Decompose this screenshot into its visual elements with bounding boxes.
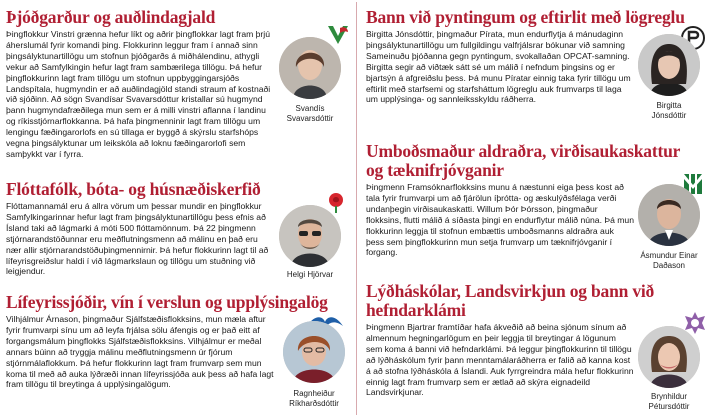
section-body: Vilhjálmur Árnason, þingmaður Sjálfstæðisflokksins, mun mæla aftur fyrir frumvarpi sínu um að leyfa frjálsa sölu áfengis og er það eitt af forgangsmálum þingflokks Sjálfstæðisflokksins. Vilhjálmur er meðal annars búinn að tryggja málinu meðflutningsmenn úr fjórum stjórnmálaflokkum. Þá hefur flokkurinn lagt fram frumvarp sem mun koma til með að auka lýðræði innan lífeyrissjóða auk þess að hafa lagt fram tillögu til breytinga á upplýsingalögum.: [6, 314, 274, 390]
caption-svandis: Svandís Svavarsdóttir: [286, 104, 334, 123]
portrait-asmundur: [638, 184, 700, 246]
section-title: Umboðsmaður aldraðra, virðisaukaskattur og tæknifrjóvganir: [366, 141, 680, 180]
column-divider: [356, 2, 357, 415]
portrait-helgi: [279, 205, 341, 267]
section-title: Bann við pyntingum og eftirlit með lögreglu: [366, 7, 685, 27]
section-title: Þjóðgarður og auðlindagjald: [6, 7, 216, 27]
section-body: Flóttamannamál eru á allra vörum um þessar mundir en þingflokkur Samfylkingarinnar hefur lagt fram þingsályktunartillögu þess efnis að Ísland taki að lágmarki á móti 500 flóttamönnum. Þá 22 þingmenn stjórnarandstöðunnar eru meðflutningsmenn að málinu en það eru nær allir stjórnarandstöðuþingmennirnir. Þá hefur flokkurinn lagt til að lífeyrisgreiðslur haldi í við lágmarkslaun og tillögu um stuðning við leigjendur.: [6, 201, 269, 277]
caption-helgi: Helgi Hjörvar: [286, 270, 334, 279]
portrait-ragnheidur: [283, 321, 345, 383]
caption-ragnheidur: Ragnheiður Ríkharðsdóttir: [289, 389, 339, 408]
caption-birgitta: Birgitta Jónsdóttir: [651, 101, 687, 120]
section-body: Birgitta Jónsdóttir, þingmaður Pírata, mun endurflytja á mánudaginn þingsályktunartillögu um fullgildingu valfrjálsrar bókunar við samning Sameinuðu þjóðanna gegn pyntingum, svokallaðan OPCAT-samning. Birgitta segir að viðtæk sátt sé um málið í nefndum þingsins og er bjartsýn á afgreiðslu þess. Þá munu Píratar einnig taka fyrir tillögu um eftirlit með starfsemi og starfsháttum lögreglu auk frumvarps til laga um upplýsinga- og sannleiksskyldu ráðherra.: [366, 29, 631, 105]
caption-brynhildur: Brynhildur Pétursdóttir: [648, 392, 690, 411]
section-title: Lýðháskólar, Landsvirkjun og bann við hefndarklámi: [366, 281, 655, 320]
portrait-svandis: [279, 37, 341, 99]
section-title: Lífeyrissjóðir, vín í verslun og upplýsingalög: [6, 292, 328, 312]
section-body: Þingflokkur Vinstri grænna hefur líkt og aðrir þingflokkar lagt fram þrjú áherslumál fyrir komandi þing. Flokkurinn leggur fram í annað sinn þingsályktunartillögu um stofnun þjóðgarðs á miðhálendinu, athygli vekur að Samfylkingin hefur lagt fram sambærilega tillögu. Þá hefur þingflokkurinn lagt fram tillögu um stofnun uppbyggingarsjóðs Landspítala, hugmyndin er að auðlindagjöld standi straum af kostnaði við sjóðinn. Að sögn Svandísar Svavarsdóttur kristallar sú hugmynd þann hugmyndafræðilega mun sem er á milli vinstri aflanna í landinu og ríkisstjórnarflokkanna. Þá hafa þingmenninir lagt fram tillögu um lengingu fæðingarorlofs en sú tillaga er byggð á skýrslu starfshóps vegna þingsályktunar um leikskóla að loknu fæðingarorlofi sem samþykkt var í fyrra.: [6, 29, 271, 159]
portrait-brynhildur: [638, 326, 700, 388]
portrait-birgitta: [638, 34, 700, 96]
caption-asmundur: Ásmundur Einar Daðason: [640, 251, 698, 270]
vg-party-icon: [326, 24, 350, 46]
section-body: Þingmenn Framsóknarflokksins munu á næstunni eiga þess kost að tala fyrir frumvarpi um að fjárölun íþrótta- og æskulýðsfélaga verði undanþegin virðisaukaskatti. Willum Þór Þórsson, þingmaður flokksins, flutti málið á síðasta þingi en endurflytur málið núna. Þá mun flokkurinn leggja til stofnun embættis umboðsmanns aldraðra auk þess sem þingflokkurinn mun setja frumvarp um tæknifrjóvganir í forgang.: [366, 182, 634, 258]
section-title: Flóttafólk, bóta- og húsnæðiskerfið: [6, 179, 261, 199]
section-body: Þingmenn Bjartrar framtíðar hafa ákveðið að beina sjónum sínum að almennum hegningarlögum en þeir leggja til breytingar á lögunum sem koma á banni við hefndarklámi. Þá leggur þingflokkurinn til tillögu að lýðháskólum fyrir þann menntamálaráðherra er falið að kanna kost á að stofna lýðháskóla á Íslandi. Auk fyrrgreindra mála hefur flokkurinn einnig lagt fram frumvarp sem er ætlað að skýra eignadeild Landsvirkjunar.: [366, 322, 634, 398]
